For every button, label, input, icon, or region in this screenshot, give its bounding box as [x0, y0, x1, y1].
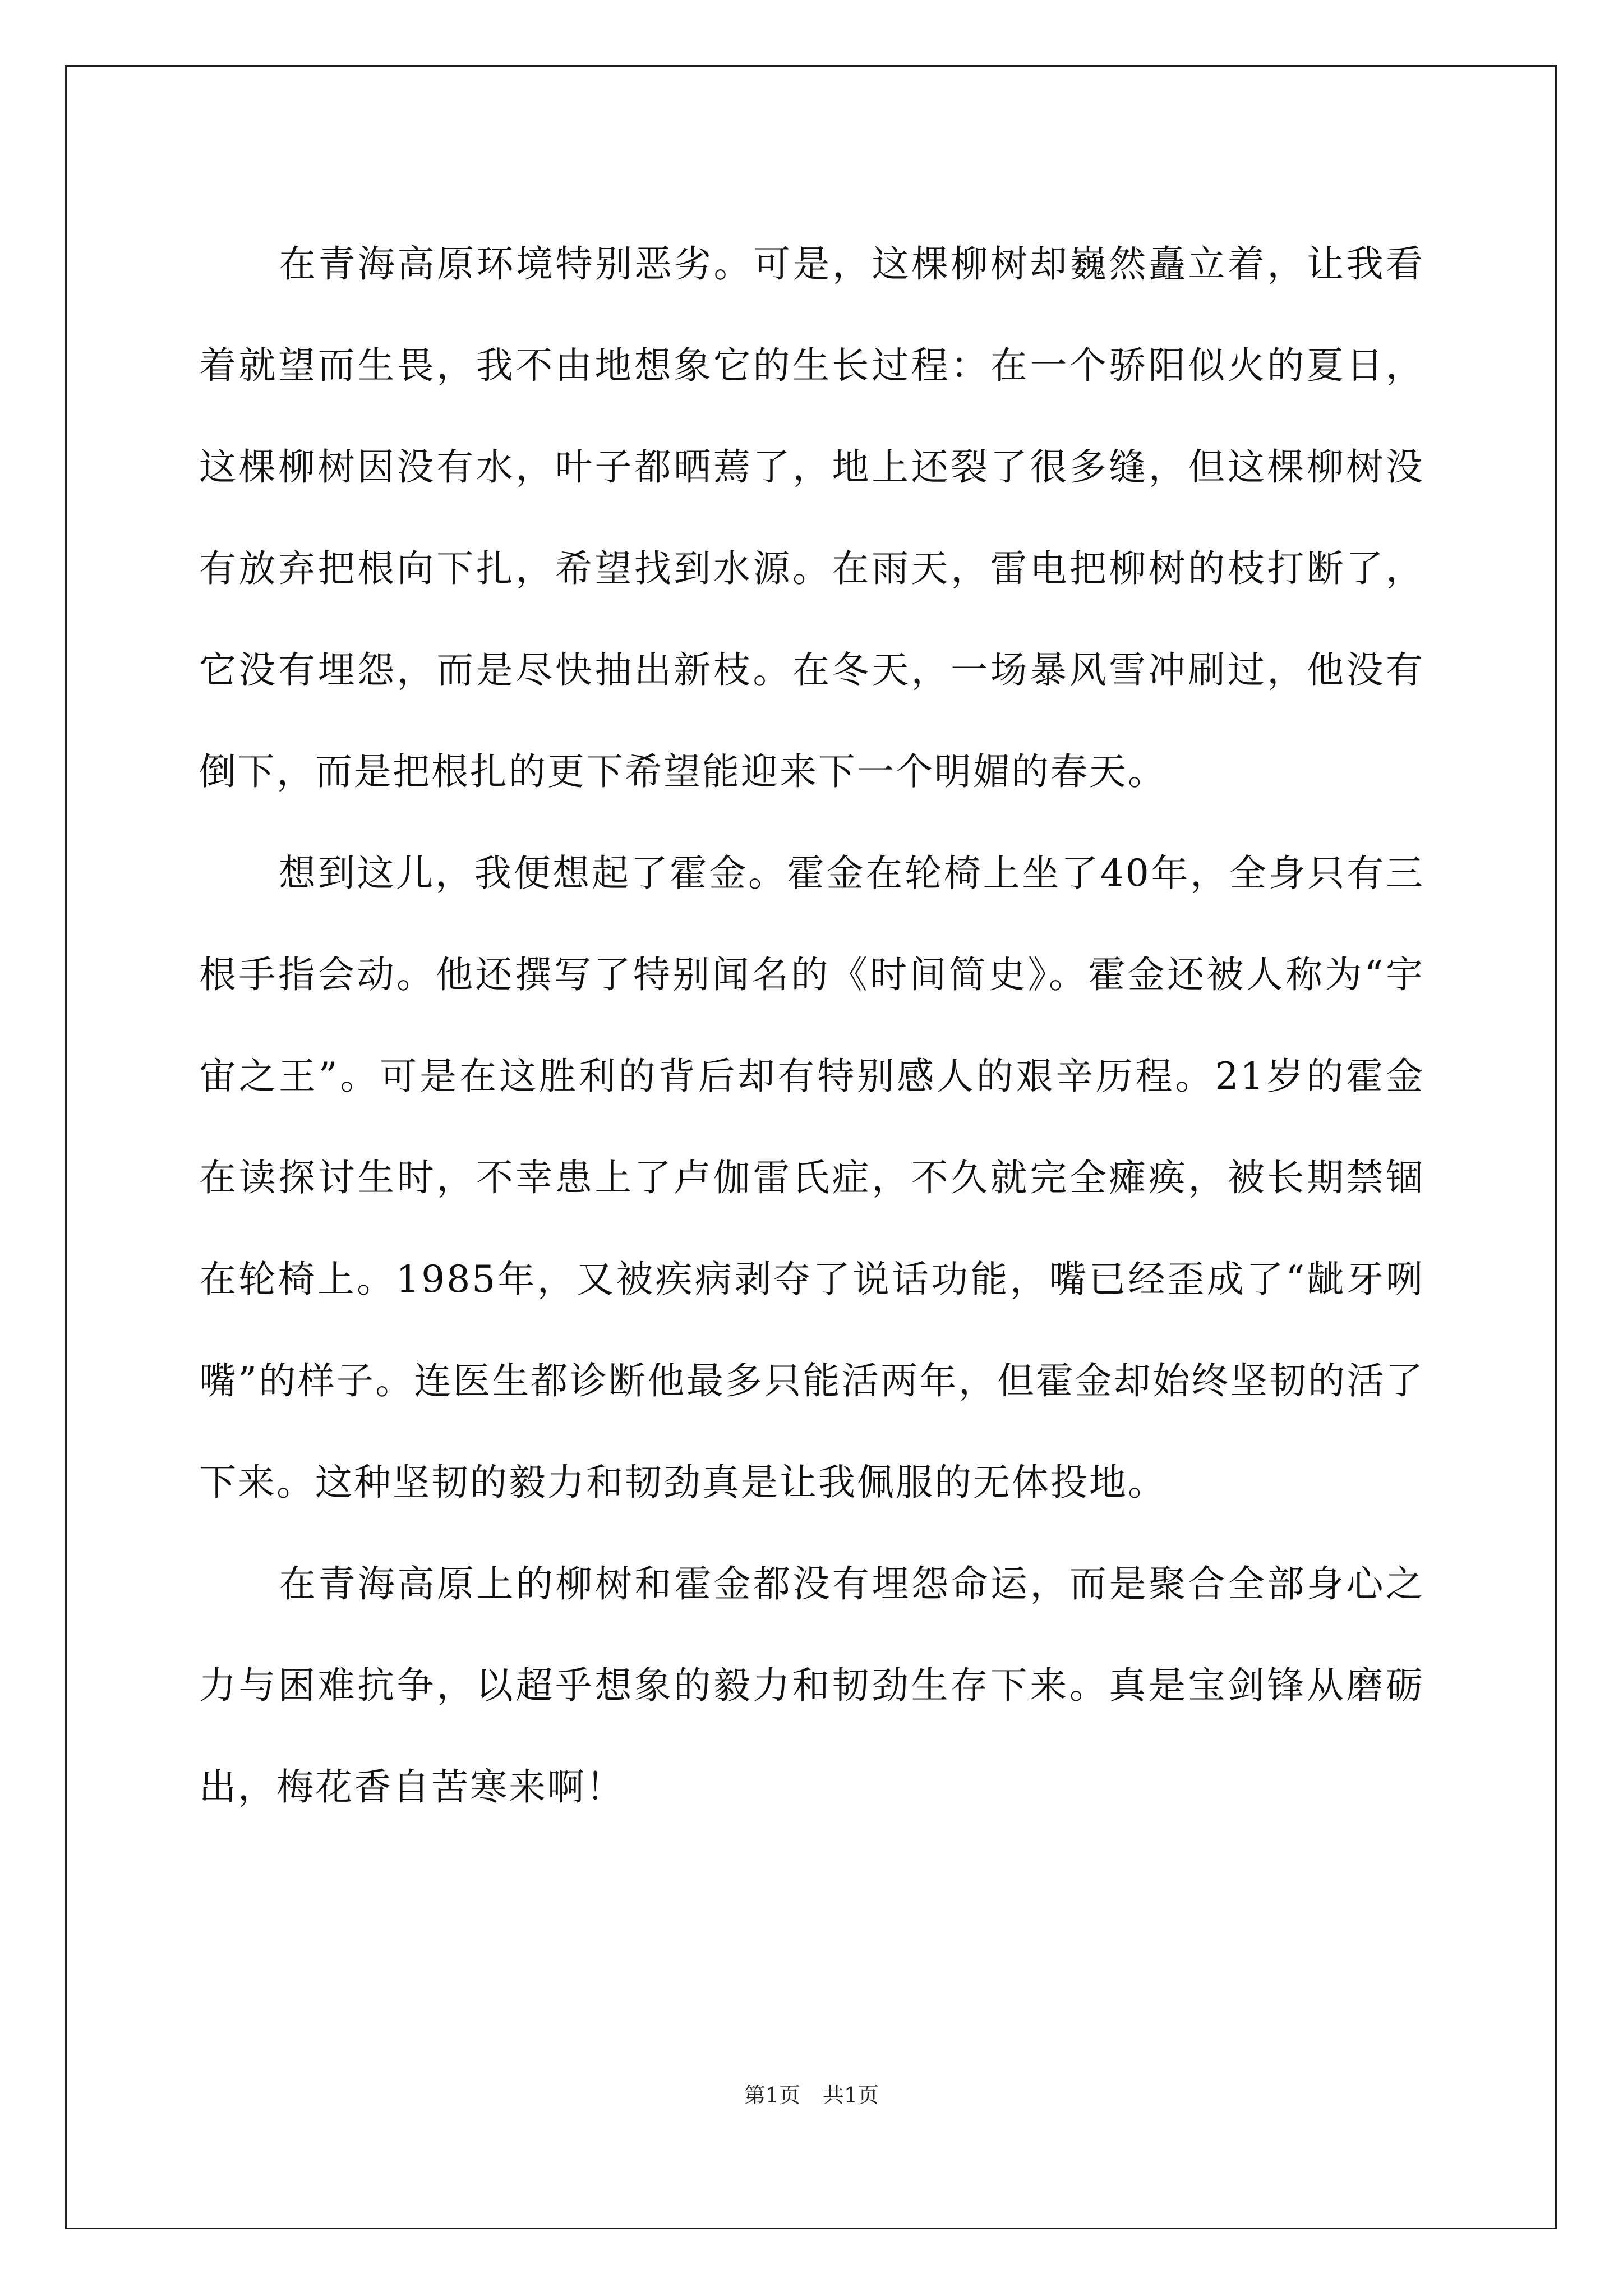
page-number: 第1页: [744, 2083, 800, 2108]
paragraph-hawking: 想到这儿，我便想起了霍金。霍金在轮椅上坐了40年，全身只有三根手指会动。他还撰写了特别闻名的《时间简史》。霍金还被人称为“宇宙之王”。可是在这胜利的背后却有特别感人的艰辛历程。21岁的霍金在读探讨生时，不幸患上了卢伽雷氏症，不久就完全瘫痪，被长期禁锢在轮椅上。1985年，又被疾病剥夺了说话功能，嘴已经歪成了“龇牙咧嘴”的样子。连医生都诊断他最多只能活两年，但霍金却始终坚韧的活了下来。这种坚韧的毅力和韧劲真是让我佩服的无体投地。: [199, 852, 1424, 1504]
paragraph-conclusion: 在青海高原上的柳树和霍金都没有埋怨命运，而是聚合全部身心之力与困难抗争，以超乎想象的毅力和韧劲生存下来。真是宝剑锋从磨砺出，梅花香自苦寒来啊！: [199, 1562, 1424, 1809]
document-body: [199, 213, 1424, 1838]
page-total: 共1页: [823, 2083, 879, 2108]
page-footer: [0, 2081, 1623, 2109]
paragraph-willow: 在青海高原环境特别恶劣。可是，这棵柳树却巍然矗立着，让我看着就望而生畏，我不由地想象它的生长过程：在一个骄阳似火的夏日，这棵柳树因没有水，叶子都晒蔫了，地上还裂了很多缝，但这棵柳树没有放弃把根向下扎，希望找到水源。在雨天，雷电把柳树的枝打断了，它没有埋怨，而是尽快抽出新枝。在冬天，一场暴风雪冲刷过，他没有倒下，而是把根扎的更下希望能迎来下一个明媚的春天。: [199, 242, 1424, 793]
